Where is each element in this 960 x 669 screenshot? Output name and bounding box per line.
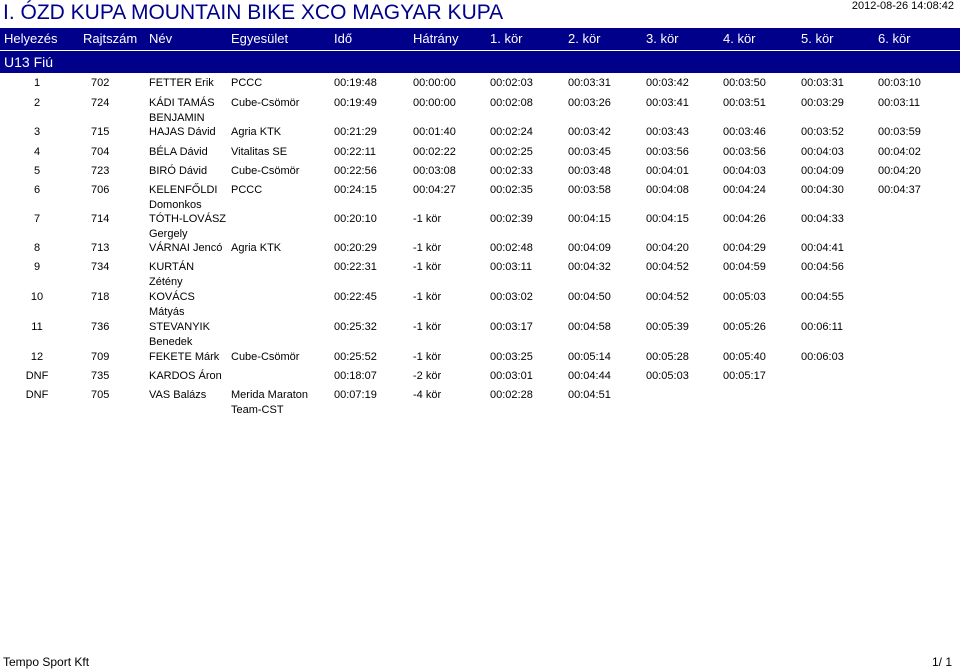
cell-name: VÁRNAI Jencó — [149, 242, 223, 254]
cell-l2: 00:04:09 — [568, 242, 611, 254]
cell-time: 00:22:56 — [334, 165, 377, 177]
cell-gap: -1 kör — [413, 321, 442, 333]
col-rajtszam: Rajtszám — [83, 31, 138, 46]
cell-time: 00:25:52 — [334, 351, 377, 363]
cell-name: FEKETE Márk — [149, 351, 220, 363]
cell-name: Gergely — [149, 228, 188, 240]
cell-gap: -1 kör — [413, 242, 442, 254]
cell-l1: 00:03:02 — [490, 291, 533, 303]
cell-club: Team-CST — [231, 404, 284, 416]
cell-name: VAS Balázs — [149, 389, 207, 401]
cell-club: PCCC — [231, 184, 263, 196]
cell-pos: 3 — [33, 126, 41, 138]
cell-l1: 00:02:08 — [490, 97, 533, 109]
cell-gap: 00:01:40 — [413, 126, 456, 138]
cell-bib: 706 — [91, 184, 110, 196]
cell-pos: 12 — [30, 351, 44, 363]
cell-l1: 00:03:01 — [490, 370, 533, 382]
cell-gap: 00:00:00 — [413, 77, 456, 89]
cell-l5: 00:04:41 — [801, 242, 844, 254]
cell-bib: 724 — [91, 97, 110, 109]
cell-l5: 00:06:03 — [801, 351, 844, 363]
cell-l6: 00:04:02 — [878, 146, 921, 158]
cell-pos: DNF — [25, 389, 49, 401]
cell-l4: 00:04:03 — [723, 165, 766, 177]
cell-pos: 4 — [33, 146, 41, 158]
cell-l5: 00:03:52 — [801, 126, 844, 138]
cell-name: Domonkos — [149, 199, 202, 211]
cell-gap: -2 kör — [413, 370, 442, 382]
cell-time: 00:22:31 — [334, 261, 377, 273]
cell-l1: 00:02:33 — [490, 165, 533, 177]
cell-l1: 00:02:25 — [490, 146, 533, 158]
cell-club: PCCC — [231, 77, 263, 89]
cell-l3: 00:04:52 — [646, 291, 689, 303]
cell-l2: 00:05:14 — [568, 351, 611, 363]
col-kor4: 4. kör — [723, 31, 756, 46]
cell-name: KÁDI TAMÁS — [149, 97, 215, 109]
cell-l4: 00:05:03 — [723, 291, 766, 303]
cell-name: Zétény — [149, 276, 183, 288]
cell-l3: 00:05:28 — [646, 351, 689, 363]
col-kor3: 3. kör — [646, 31, 679, 46]
cell-l4: 00:05:17 — [723, 370, 766, 382]
cell-l1: 00:02:35 — [490, 184, 533, 196]
cell-l5: 00:04:56 — [801, 261, 844, 273]
cell-name: HAJAS Dávid — [149, 126, 216, 138]
cell-l4: 00:04:26 — [723, 213, 766, 225]
cell-pos: DNF — [25, 370, 49, 382]
cell-name: FETTER Erik — [149, 77, 214, 89]
cell-bib: 714 — [91, 213, 110, 225]
cell-pos: 7 — [33, 213, 41, 225]
cell-l5: 00:04:09 — [801, 165, 844, 177]
cell-name: KURTÁN — [149, 261, 195, 273]
cell-pos: 6 — [33, 184, 41, 196]
col-kor6: 6. kör — [878, 31, 911, 46]
cell-bib: 702 — [91, 77, 110, 89]
cell-l3: 00:04:52 — [646, 261, 689, 273]
cell-l1: 00:02:28 — [490, 389, 533, 401]
cell-club: Cube-Csömör — [231, 165, 300, 177]
cell-l3: 00:03:42 — [646, 77, 689, 89]
cell-l3: 00:05:39 — [646, 321, 689, 333]
cell-l2: 00:03:48 — [568, 165, 611, 177]
category-label: U13 Fiú — [4, 54, 54, 70]
cell-club: Vitalitas SE — [231, 146, 288, 158]
col-egyesulet: Egyesület — [231, 31, 289, 46]
cell-l1: 00:02:39 — [490, 213, 533, 225]
cell-l3: 00:04:20 — [646, 242, 689, 254]
cell-time: 00:07:19 — [334, 389, 377, 401]
cell-l4: 00:03:46 — [723, 126, 766, 138]
col-hatrany: Hátrány — [413, 31, 459, 46]
cell-name: KOVÁCS — [149, 291, 195, 303]
cell-bib: 735 — [91, 370, 110, 382]
cell-l1: 00:03:17 — [490, 321, 533, 333]
cell-time: 00:20:29 — [334, 242, 377, 254]
cell-l1: 00:02:24 — [490, 126, 533, 138]
cell-l6: 00:03:11 — [878, 97, 921, 109]
cell-bib: 723 — [91, 165, 110, 177]
cell-l1: 00:02:48 — [490, 242, 533, 254]
cell-pos: 2 — [33, 97, 41, 109]
cell-l6: 00:03:10 — [878, 77, 921, 89]
cell-l1: 00:02:03 — [490, 77, 533, 89]
cell-gap: -4 kör — [413, 389, 442, 401]
cell-bib: 709 — [91, 351, 110, 363]
cell-club: Merida Maraton — [231, 389, 309, 401]
cell-l4: 00:05:40 — [723, 351, 766, 363]
cell-bib: 734 — [91, 261, 110, 273]
cell-l1: 00:03:11 — [490, 261, 533, 273]
cell-l4: 00:03:56 — [723, 146, 766, 158]
cell-name: BENJAMIN — [149, 112, 205, 124]
cell-name: Mátyás — [149, 306, 185, 318]
col-kor2: 2. kör — [568, 31, 601, 46]
col-helyezes: Helyezés — [4, 31, 58, 46]
cell-l6: 00:03:59 — [878, 126, 921, 138]
cell-l3: 00:04:15 — [646, 213, 689, 225]
cell-time: 00:19:48 — [334, 77, 377, 89]
cell-l2: 00:03:58 — [568, 184, 611, 196]
cell-l4: 00:03:50 — [723, 77, 766, 89]
cell-l3: 00:03:41 — [646, 97, 689, 109]
cell-time: 00:22:11 — [334, 146, 377, 158]
cell-l4: 00:03:51 — [723, 97, 766, 109]
cell-gap: -1 kör — [413, 291, 442, 303]
cell-name: KARDOS Áron — [149, 370, 222, 382]
cell-l3: 00:04:01 — [646, 165, 689, 177]
cell-bib: 736 — [91, 321, 110, 333]
timestamp: 2012-08-26 14:08:42 — [851, 0, 954, 12]
cell-l5: 00:04:03 — [801, 146, 844, 158]
cell-name: Benedek — [149, 336, 193, 348]
cell-bib: 713 — [91, 242, 110, 254]
cell-l5: 00:04:30 — [801, 184, 844, 196]
cell-name: KELENFŐLDI — [149, 184, 218, 196]
cell-gap: 00:03:08 — [413, 165, 456, 177]
cell-l4: 00:04:24 — [723, 184, 766, 196]
cell-l3: 00:03:56 — [646, 146, 689, 158]
cell-l4: 00:04:59 — [723, 261, 766, 273]
cell-pos: 11 — [31, 321, 43, 333]
cell-l2: 00:03:45 — [568, 146, 611, 158]
cell-l1: 00:03:25 — [490, 351, 533, 363]
cell-time: 00:25:32 — [334, 321, 377, 333]
cell-l4: 00:05:26 — [723, 321, 766, 333]
col-nev: Név — [149, 31, 173, 46]
cell-pos: 1 — [33, 77, 41, 89]
cell-pos: 8 — [33, 242, 41, 254]
cell-l5: 00:04:55 — [801, 291, 844, 303]
footer-page-number: 1/ 1 — [931, 655, 952, 669]
cell-pos: 10 — [30, 291, 44, 303]
category-bar — [0, 51, 960, 73]
cell-l5: 00:03:29 — [801, 97, 844, 109]
cell-l6: 00:04:37 — [878, 184, 921, 196]
cell-l4: 00:04:29 — [723, 242, 766, 254]
cell-l3: 00:03:43 — [646, 126, 689, 138]
cell-l2: 00:04:32 — [568, 261, 611, 273]
cell-club: Agria KTK — [231, 242, 282, 254]
col-kor1: 1. kör — [490, 31, 523, 46]
cell-gap: -1 kör — [413, 261, 442, 273]
cell-bib: 715 — [91, 126, 110, 138]
cell-l2: 00:03:26 — [568, 97, 611, 109]
cell-pos: 9 — [33, 261, 41, 273]
cell-club: Agria KTK — [231, 126, 282, 138]
cell-bib: 718 — [91, 291, 110, 303]
footer-company: Tempo Sport Kft — [3, 655, 90, 669]
cell-l5: 00:04:33 — [801, 213, 844, 225]
cell-bib: 705 — [91, 389, 110, 401]
cell-time: 00:19:49 — [334, 97, 377, 109]
cell-l6: 00:04:20 — [878, 165, 921, 177]
cell-club: Cube-Csömör — [231, 97, 300, 109]
cell-l5: 00:06:11 — [801, 321, 844, 333]
cell-l2: 00:04:15 — [568, 213, 611, 225]
cell-l2: 00:03:42 — [568, 126, 611, 138]
cell-gap: 00:04:27 — [413, 184, 456, 196]
col-kor5: 5. kör — [801, 31, 834, 46]
cell-time: 00:22:45 — [334, 291, 377, 303]
cell-time: 00:18:07 — [334, 370, 377, 382]
cell-name: BIRÓ Dávid — [149, 165, 208, 177]
cell-time: 00:21:29 — [334, 126, 377, 138]
cell-time: 00:20:10 — [334, 213, 377, 225]
cell-gap: 00:02:22 — [413, 146, 456, 158]
cell-gap: 00:00:00 — [413, 97, 456, 109]
cell-name: TÓTH-LOVÁSZ — [149, 213, 227, 225]
col-ido: Idő — [334, 31, 353, 46]
cell-l2: 00:03:31 — [568, 77, 611, 89]
cell-pos: 5 — [33, 165, 41, 177]
cell-name: STEVANYIK — [149, 321, 210, 333]
cell-l2: 00:04:44 — [568, 370, 611, 382]
cell-club: Cube-Csömör — [231, 351, 300, 363]
cell-l3: 00:04:08 — [646, 184, 689, 196]
column-header-bar — [0, 28, 960, 50]
cell-l2: 00:04:50 — [568, 291, 611, 303]
cell-name: BÉLA Dávid — [149, 146, 208, 158]
page-title: I. ÓZD KUPA MOUNTAIN BIKE XCO MAGYAR KUPA — [3, 1, 504, 24]
cell-l3: 00:05:03 — [646, 370, 689, 382]
cell-l5: 00:03:31 — [801, 77, 844, 89]
cell-l2: 00:04:51 — [568, 389, 611, 401]
cell-time: 00:24:15 — [334, 184, 377, 196]
cell-gap: -1 kör — [413, 213, 442, 225]
cell-l2: 00:04:58 — [568, 321, 611, 333]
cell-bib: 704 — [91, 146, 110, 158]
cell-gap: -1 kör — [413, 351, 442, 363]
